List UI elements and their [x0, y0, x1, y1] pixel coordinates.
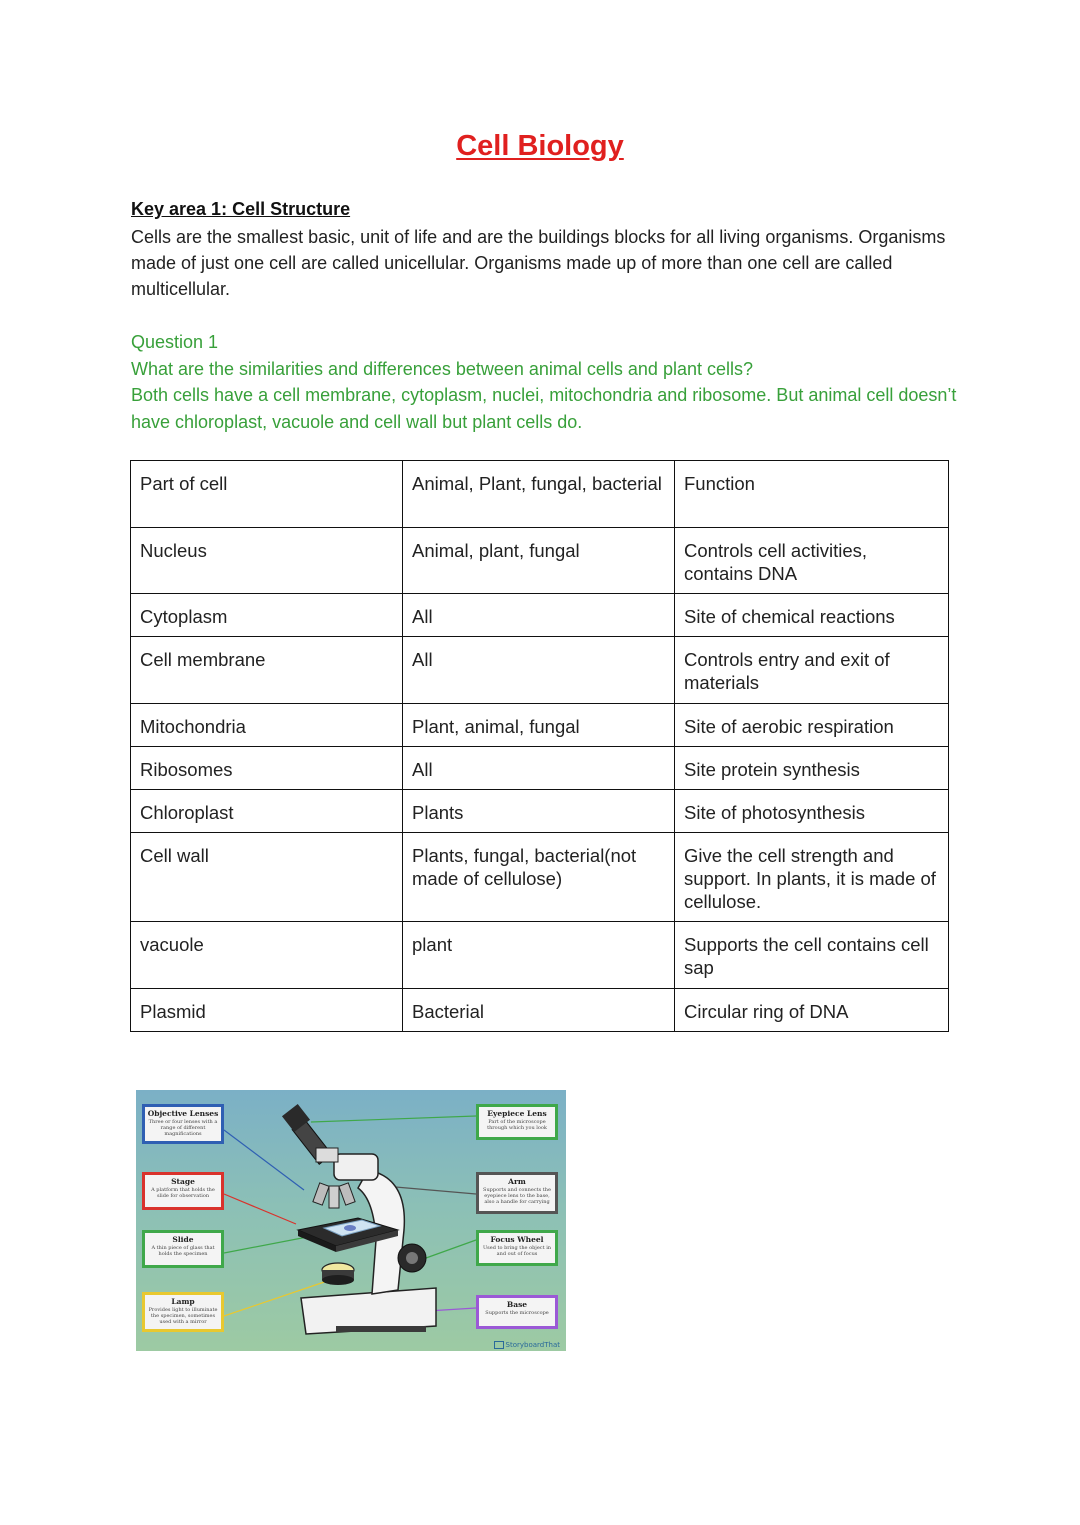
table-cell: All: [403, 637, 675, 704]
table-cell: Supports the cell contains cell sap: [675, 922, 949, 989]
question-answer: Both cells have a cell membrane, cytoplasm, nuclei, mitochondria and ribosome. But animal cell doesn’t have chloroplast, vacuole and cell wall but plant cells do.: [131, 385, 957, 432]
table-cell: Give the cell strength and support. In plants, it is made of cellulose.: [675, 833, 949, 922]
eyepiece-neck: [316, 1148, 338, 1162]
page-title: Cell Biology: [456, 130, 624, 162]
intro-paragraph: [131, 224, 961, 302]
label-description: Supports the microscope: [485, 1310, 549, 1316]
table-row: [131, 989, 949, 1032]
lamp-housing-rim: [322, 1275, 354, 1285]
table-cell: Cytoplasm: [131, 594, 403, 637]
label-description: Part of the microscope through which you look: [487, 1119, 547, 1131]
label-focus-wheel: [476, 1230, 558, 1266]
label-lamp: [142, 1292, 224, 1332]
table-row: [131, 790, 949, 833]
table-cell: Plant, animal, fungal: [403, 704, 675, 747]
table-cell: plant: [403, 922, 675, 989]
table-cell: Cell wall: [131, 833, 403, 922]
table-cell: All: [403, 747, 675, 790]
label-base: [476, 1295, 558, 1329]
question-block: [131, 329, 961, 435]
table-header-cell: Function: [675, 461, 949, 528]
table-cell: Ribosomes: [131, 747, 403, 790]
label-description: Supports and connects the eyepiece lens to the base, also a handle for carrying: [483, 1187, 551, 1205]
base-strip: [336, 1326, 426, 1332]
table-cell: Mitochondria: [131, 704, 403, 747]
table-cell: Plants, fungal, bacterial(not made of cellulose): [403, 833, 675, 922]
pointer-line: [224, 1194, 296, 1224]
table-row: [131, 704, 949, 747]
table-row: [131, 747, 949, 790]
table-cell: Cell membrane: [131, 637, 403, 704]
table-cell: Bacterial: [403, 989, 675, 1032]
label-eyepiece-lens: [476, 1104, 558, 1140]
table-cell: Circular ring of DNA: [675, 989, 949, 1032]
label-title: Arm: [508, 1177, 526, 1186]
label-description: Three or four lenses with a range of different magnifications: [148, 1119, 218, 1137]
table-cell: Nucleus: [131, 528, 403, 594]
label-title: Objective Lenses: [147, 1109, 219, 1118]
objective-lens: [339, 1183, 355, 1205]
table-row: [131, 922, 949, 989]
label-title: Focus Wheel: [490, 1235, 544, 1244]
label-slide: [142, 1230, 224, 1268]
label-arm: [476, 1172, 558, 1214]
specimen: [344, 1225, 356, 1231]
table-cell: Controls entry and exit of materials: [675, 637, 949, 704]
pointer-line: [426, 1240, 476, 1258]
objective-lens: [313, 1183, 329, 1205]
intro-text: Cells are the smallest basic, unit of life and are the buildings blocks for all living organisms. Organisms made of just one cell are called unicellular. Organisms made up of more than one cell are called multicellular.: [131, 227, 946, 299]
label-description: Used to bring the object in and out of focus: [482, 1245, 552, 1257]
table-row: [131, 594, 949, 637]
pointer-line: [224, 1130, 304, 1190]
table-header-cell: Animal, Plant, fungal, bacterial: [403, 461, 675, 528]
cell-parts-table: [130, 460, 949, 1032]
table-cell: Site of chemical reactions: [675, 594, 949, 637]
table-cell: vacuole: [131, 922, 403, 989]
microscope-head: [334, 1154, 378, 1180]
table-cell: Site of photosynthesis: [675, 790, 949, 833]
pointer-line: [311, 1116, 476, 1122]
question-label: Question 1: [131, 332, 219, 352]
table-header-cell: Part of cell: [131, 461, 403, 528]
table-row: [131, 637, 949, 704]
objective-lens: [329, 1186, 339, 1208]
section-heading: Key area 1: Cell Structure: [131, 199, 351, 219]
label-title: Stage: [171, 1177, 195, 1186]
table-cell: Site of aerobic respiration: [675, 704, 949, 747]
table-cell: Site protein synthesis: [675, 747, 949, 790]
table-cell: Animal, plant, fungal: [403, 528, 675, 594]
table-cell: Chloroplast: [131, 790, 403, 833]
table-row: [131, 528, 949, 594]
table-cell: Controls cell activities, contains DNA: [675, 528, 949, 594]
table-row: [131, 833, 949, 922]
credit-text: StoryboardThat: [505, 1341, 560, 1349]
label-objective-lenses: [142, 1104, 224, 1144]
label-title: Eyepiece Lens: [487, 1109, 547, 1118]
label-description: Provides light to illuminate the specimen, sometimes used with a mirror: [148, 1307, 218, 1325]
storyboard-logo-icon: [494, 1341, 504, 1349]
label-description: A platform that holds the slide for observation: [151, 1187, 215, 1199]
question-prompt: What are the similarities and differences between animal cells and plant cells?: [131, 358, 753, 379]
microscope-diagram: [136, 1090, 566, 1351]
image-credit: [494, 1341, 560, 1349]
label-description: A thin piece of glass that holds the specimen: [151, 1245, 215, 1257]
label-title: Base: [506, 1300, 528, 1309]
table-header-row: [131, 461, 949, 528]
table-cell: Plasmid: [131, 989, 403, 1032]
table-cell: Plants: [403, 790, 675, 833]
table-cell: All: [403, 594, 675, 637]
label-title: Slide: [172, 1235, 194, 1244]
focus-wheel-center: [406, 1252, 418, 1264]
label-title: Lamp: [171, 1297, 195, 1306]
label-stage: [142, 1172, 224, 1210]
